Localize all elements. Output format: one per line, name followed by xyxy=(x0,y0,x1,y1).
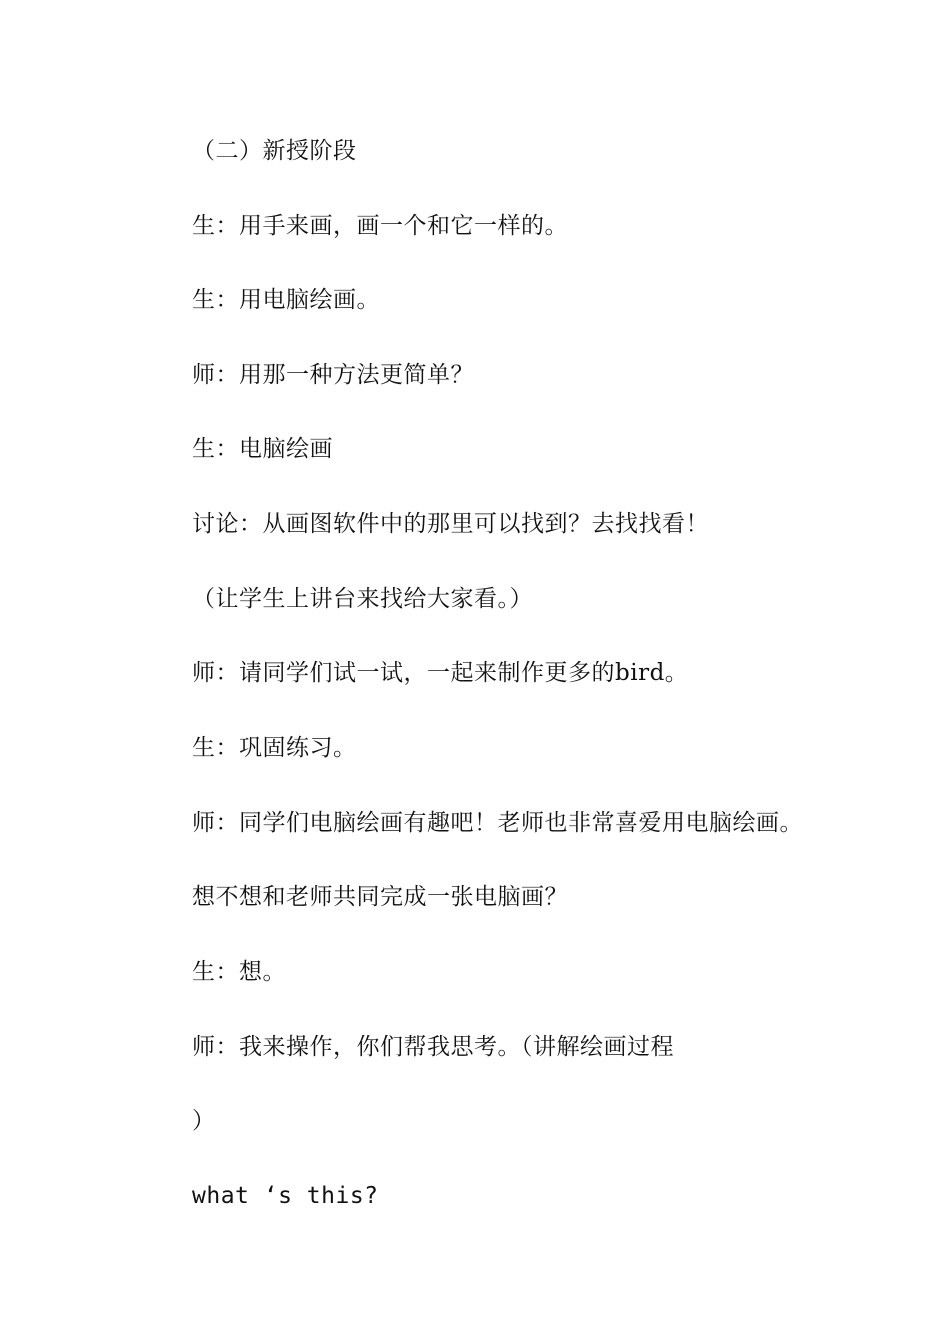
dialogue-line: 师：我来操作，你们帮我思考。（讲解绘画过程 xyxy=(192,1034,674,1060)
dialogue-line: 师：用那一种方法更简单？ xyxy=(192,362,474,388)
section-heading: （二）新授阶段 xyxy=(192,138,357,164)
dialogue-line: 生：电脑绘画 xyxy=(192,436,333,462)
dialogue-line: 师：请同学们试一试，一起来制作更多的bird。 xyxy=(192,660,689,686)
stage-note-line: （让学生上讲台来找给大家看。） xyxy=(192,586,533,612)
closing-parenthesis-line: ） xyxy=(192,1108,216,1134)
dialogue-line: 生：巩固练习。 xyxy=(192,735,357,761)
dialogue-line: 生：用电脑绘画。 xyxy=(192,287,380,313)
dialogue-line: 生：想。 xyxy=(192,959,286,985)
dialogue-line: 生：用手来画，画一个和它一样的。 xyxy=(192,213,568,239)
dialogue-line-continuation: 想不想和老师共同完成一张电脑画？ xyxy=(192,884,568,910)
discussion-line: 讨论：从画图软件中的那里可以找到？去找找看！ xyxy=(192,511,709,537)
dialogue-line: 师：同学们电脑绘画有趣吧！老师也非常喜爱用电脑绘画。 xyxy=(192,810,803,836)
english-question-line: what ‘s this? xyxy=(192,1183,379,1209)
